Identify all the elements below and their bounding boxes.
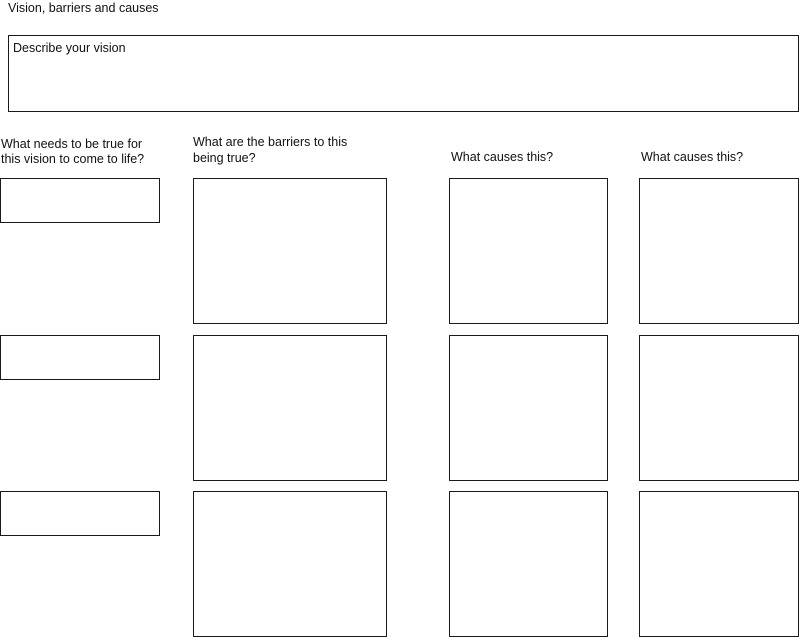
- truths-heading-line2: this vision to come to life?: [1, 152, 145, 166]
- truths-heading-line1: What needs to be true for: [1, 137, 143, 151]
- barriers-heading-line1: What are the barriers to this: [193, 135, 348, 149]
- cause-box-3a[interactable]: [449, 491, 608, 637]
- truth-box-3[interactable]: [0, 491, 160, 536]
- causes-heading-1: What causes this?: [451, 150, 554, 164]
- barrier-box-2[interactable]: [193, 335, 387, 481]
- causes-heading-2: What causes this?: [641, 150, 744, 164]
- cause-box-3b[interactable]: [639, 491, 799, 637]
- cause-box-2b[interactable]: [639, 335, 799, 481]
- truth-box-2[interactable]: [0, 335, 160, 380]
- vision-label: Describe your vision: [13, 41, 126, 55]
- truth-box-1[interactable]: [0, 178, 160, 223]
- barriers-heading-line2: being true?: [193, 151, 256, 165]
- cause-box-1a[interactable]: [449, 178, 608, 324]
- vision-input-box[interactable]: [8, 35, 799, 112]
- cause-box-2a[interactable]: [449, 335, 608, 481]
- barrier-box-1[interactable]: [193, 178, 387, 324]
- page-title: Vision, barriers and causes: [8, 1, 159, 15]
- cause-box-1b[interactable]: [639, 178, 799, 324]
- barrier-box-3[interactable]: [193, 491, 387, 637]
